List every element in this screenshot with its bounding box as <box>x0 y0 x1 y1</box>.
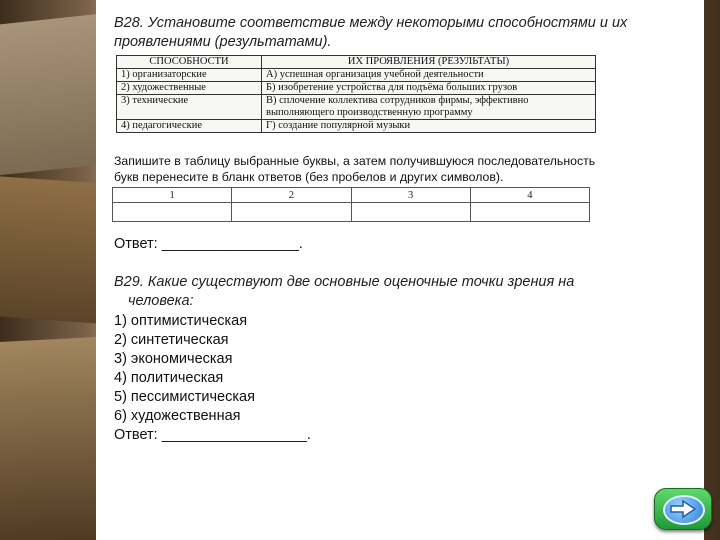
table-row <box>117 82 596 95</box>
answer-cell[interactable] <box>113 203 232 222</box>
answer-col-header: 3 <box>351 188 470 203</box>
q29-option: 4) политическая <box>114 370 224 386</box>
q29-option: 2) синтетическая <box>114 332 229 348</box>
table-header: ИХ ПРОЯВЛЕНИЯ (РЕЗУЛЬТАТЫ) <box>262 56 596 69</box>
answer-col-header: 1 <box>113 188 232 203</box>
table-header: СПОСОБНОСТИ <box>117 56 262 69</box>
next-slide-button[interactable] <box>654 488 712 530</box>
ability-cell: 1) организаторские <box>117 69 262 82</box>
answer-col-header: 4 <box>470 188 589 203</box>
table-row <box>117 120 596 133</box>
table-row <box>117 69 596 82</box>
result-cell: Г) создание популярной музыки <box>262 120 596 133</box>
arrow-right-icon <box>669 499 697 519</box>
q28-instruction-line1: Запишите в таблицу выбранные буквы, а затем получившуюся последовательность <box>114 154 596 168</box>
answer-cell[interactable] <box>470 203 589 222</box>
q29-title-line1: В29. Какие существуют две основные оценочные точки зрения на <box>114 274 575 290</box>
q29-title-line2: человека: <box>128 293 194 309</box>
ability-cell: 4) педагогические <box>117 120 262 133</box>
q29-answer-line: Ответ: __________________. <box>114 427 311 443</box>
table-row <box>117 95 596 120</box>
q28-title-line2: проявлениями (результатами). <box>114 34 332 50</box>
answer-cell[interactable] <box>351 203 470 222</box>
q28-answer-line: Ответ: _________________. <box>114 236 303 252</box>
answer-table <box>112 187 590 222</box>
matching-table <box>116 55 596 133</box>
answer-col-header: 2 <box>232 188 351 203</box>
result-cell: Б) изобретение устройства для подъёма больших грузов <box>262 82 596 95</box>
q28-title-line1: В28. Установите соответствие между некоторыми способностями и их <box>114 15 628 31</box>
ability-cell: 3) технические <box>117 95 262 120</box>
q29-option: 5) пессимистическая <box>114 389 255 405</box>
result-cell: В) сплочение коллектива сотрудников фирмы, эффективно выполняющего производственную программу <box>262 95 596 120</box>
q29-option: 3) экономическая <box>114 351 233 367</box>
q28-instruction-line2: букв перенесите в бланк ответов (без пробелов и других символов). <box>114 170 504 184</box>
q29-option: 6) художественная <box>114 408 241 424</box>
ability-cell: 2) художественные <box>117 82 262 95</box>
answer-cell[interactable] <box>232 203 351 222</box>
q29-option: 1) оптимистическая <box>114 313 248 329</box>
result-cell: А) успешная организация учебной деятельности <box>262 69 596 82</box>
